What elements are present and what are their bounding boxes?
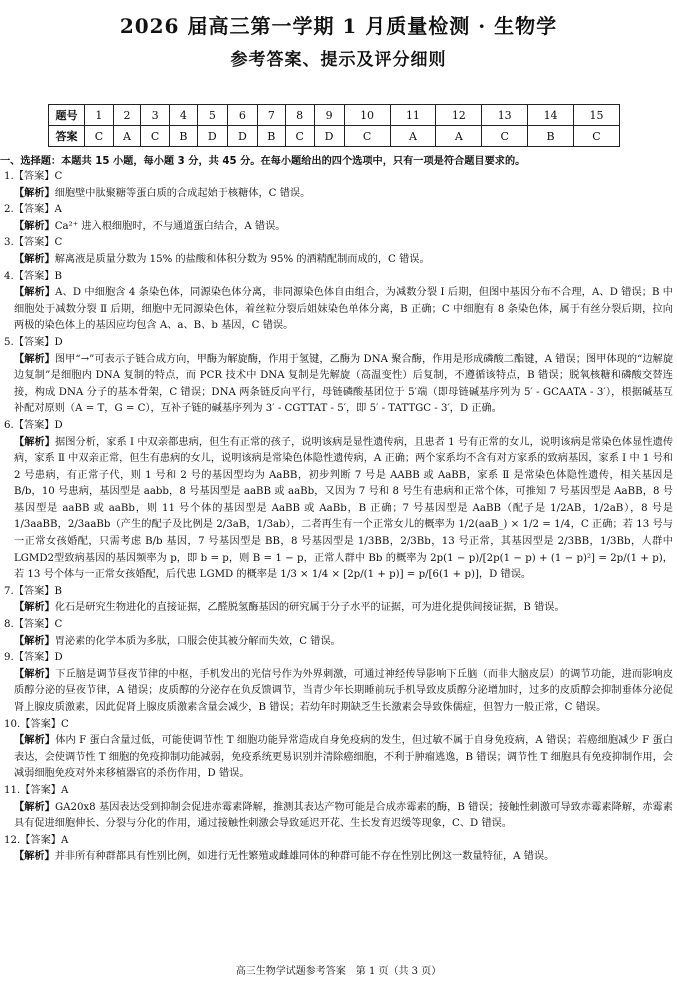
explanation-text: GA20x8 基因表达受到抑制会促进赤霉素降解，推测其表达产物可能是合成赤霉素的酶，B 错误；接触性刺激可导致赤霉素降解，赤霉素具有促进细胞伸长、分裂与分化的作用，通过接触性刺激会导致延迟开花、生长发育迟缓等现象，C、D 错误。 bbox=[14, 801, 673, 830]
explanation-text: 据图分析，家系 Ⅰ 中双亲都患病，但生有正常的孩子，说明该病是显性遗传病，且患者 1 号有正常的女儿，说明该病是常染色体显性遗传病，家系 Ⅱ 中双亲正常，但生有患病的女儿，说明该病是常染色体隐性遗传病，A 正确；两个家系均不含有对方家系的致病基因，家系 Ⅰ 中 1 号和 2 号患病，有正常子代，则 1 号和 2 号的基因型均为 AaBB，初步判断 7 号是 AABB 或 AaBB，家系 Ⅱ 是常染色体隐性遗传，相关基因是 B/b，10 号患病，基因型是 aabb，8 号基因型是 aaBB 或 aaBb，又因为 7 号和 8 号生有患病和正常个体，可推知 7 号基因型是 AaBB，8 号基因型是 aaBB 或 aaBb，则 11 号个体的基因型是 AaBB 或 AaBb，B 正确；7 号基因型是 AaBB（配子是 1/2AB，1/2aB），8 号是 1/3aaBB，2/3aaBb（产生的配子及比例是 2/3aB，1/3ab），二者再生有一个正常女儿的概率为 1/2(aaB_) × 1/2 = 1/4，C 正确；若 13 号与一正常女孩婚配，只需考虑 B/b 基因，7 号基因型是 BB，8 号基因型是 1/3BB，2/3Bb，13 号正常，其基因型是 2/3BB，1/3Bb，人群中 LGMD2型致病基因的基因频率为 p，即 b = p，则 B = 1 − p，正常人群中 Bb 的概率为 2p(1 − p)/[2p(1 − p) + (1 − p)²] = 2p/(1 + p)，若 13 号个体与一正常女孩婚配，后代患 LGMD 的概率是 1/3 × 1/4 × [2p/(1 + p)] = p/[6(1 + p)]，D 错误。 bbox=[14, 436, 674, 581]
answer-line: 1.【答案】C bbox=[4, 171, 63, 182]
explanation-tag: 【解析】 bbox=[14, 735, 56, 747]
explanation-tag: 【解析】 bbox=[14, 253, 55, 265]
answer-cell: C bbox=[85, 126, 114, 147]
answer-cell: B bbox=[170, 126, 198, 147]
question-number: 15 bbox=[574, 105, 620, 126]
explanation-text: 解离液是质量分数为 15% 的盐酸和体积分数为 95% 的酒精配制而成的，C 错误。 bbox=[54, 253, 430, 265]
explanation-tag: 【解析】 bbox=[14, 287, 56, 299]
explanation-text: Ca²⁺ 进入根细胞时，不与通道蛋白结合，A 错误。 bbox=[54, 220, 286, 232]
question-number-row bbox=[49, 105, 620, 126]
explanation-tag: 【解析】 bbox=[14, 851, 55, 863]
answer-cell: B bbox=[257, 126, 285, 147]
answer-line: 2.【答案】A bbox=[4, 204, 62, 216]
answer-line: 11.【答案】A bbox=[4, 784, 69, 796]
explanation bbox=[0, 285, 677, 335]
explanation-text: 并非所有种群都具有性别比例，如进行无性繁殖或雌雄同体的种群可能不存在性别比例这一数量特征，A 错误。 bbox=[54, 851, 555, 863]
question-number: 10 bbox=[344, 105, 390, 126]
question-number: 7 bbox=[257, 105, 285, 126]
explanation-text: 下丘脑是调节昼夜节律的中枢，手机发出的光信号作为外界刺激，可通过神经传导影响下丘脑（而非大脑皮层）的调节功能，进而影响皮质醇分泌的昼夜节律，A 错误；皮质醇的分泌存在负反馈调节，当青少年长期睡前玩手机导致皮质醇分泌增加时，过多的皮质醇会抑制垂体分泌促肾上腺皮质激素，因此促肾上腺皮质激素含量会减少，B 错误；若幼年时期缺乏生长激素会导致侏儒症，但智力一般正常，C 错误。 bbox=[14, 668, 674, 713]
answer-line: 7.【答案】B bbox=[4, 585, 62, 597]
answer-line: 8.【答案】C bbox=[4, 619, 63, 631]
document-subtitle: 参考答案、提示及评分细则 bbox=[230, 50, 447, 70]
explanation bbox=[0, 219, 677, 236]
answer-cell: C bbox=[344, 126, 390, 147]
explanation bbox=[0, 634, 677, 651]
explanation bbox=[0, 186, 677, 203]
answer-line: 12.【答案】A bbox=[4, 834, 69, 846]
explanation-text: A、D 中细胞含 4 条染色体，同源染色体分离，非同源染色体自由组合，为减数分裂 Ⅰ 后期，但图中基因分布不合理，A、D 错误；B 中细胞处于减数分裂 Ⅱ 后期，细胞中无同源染色体，着丝粒分裂后姐妹染色单体分离，B 正确；C 中细胞有 8 条染色体，属于有丝分裂后期，拉向两极的染色体上的基因应均包含 A、a、B、b 基因，C 错误。 bbox=[14, 287, 673, 332]
document-title: 2026 届高三第一学期 1 月质量检测 · 生物学 bbox=[119, 14, 558, 38]
question-number: 5 bbox=[197, 105, 227, 126]
answer-row bbox=[49, 126, 620, 147]
explanation bbox=[0, 667, 677, 717]
answer-line: 9.【答案】D bbox=[4, 652, 63, 664]
explanation-text: 胃泌素的化学本质为多肽，口服会使其被分解而失效，C 错误。 bbox=[54, 635, 341, 647]
answer-cell: C bbox=[141, 126, 170, 147]
answer-line: 4.【答案】B bbox=[4, 270, 62, 282]
question-number: 8 bbox=[285, 105, 314, 126]
question-number: 12 bbox=[436, 105, 482, 126]
answer-cell: C bbox=[574, 126, 620, 147]
explanation-tag: 【解析】 bbox=[14, 602, 55, 614]
explanation bbox=[0, 352, 677, 418]
question-number: 2 bbox=[113, 105, 140, 126]
explanation-text: 化石是研究生物进化的直接证据，乙醛脱氢酶基因的研究属于分子水平的证据，可为进化提供间接证据，B 错误。 bbox=[54, 602, 565, 614]
explanation bbox=[0, 435, 677, 584]
question-number: 9 bbox=[314, 105, 344, 126]
explanation-tag: 【解析】 bbox=[14, 187, 55, 199]
explanation-tag: 【解析】 bbox=[14, 635, 55, 647]
explanation-tag: 【解析】 bbox=[14, 801, 55, 813]
question-number-label: 题号 bbox=[49, 105, 85, 126]
answer-cell: D bbox=[314, 126, 344, 147]
answer-cell: D bbox=[197, 126, 227, 147]
answer-label: 答案 bbox=[49, 126, 85, 147]
question-number: 14 bbox=[528, 105, 574, 126]
explanation bbox=[0, 252, 677, 269]
explanation bbox=[0, 600, 677, 617]
question-number: 11 bbox=[390, 105, 436, 126]
question-number: 4 bbox=[170, 105, 198, 126]
question-number: 1 bbox=[85, 105, 114, 126]
answer-cell: A bbox=[113, 126, 140, 147]
answer-cell: A bbox=[390, 126, 436, 147]
answer-cell: C bbox=[482, 126, 528, 147]
answer-table bbox=[48, 104, 620, 147]
solutions-list bbox=[0, 169, 677, 866]
explanation bbox=[0, 849, 677, 866]
answer-cell: B bbox=[528, 126, 574, 147]
explanation-text: 细胞壁中肽聚糖等蛋白质的合成起始于核糖体，C 错误。 bbox=[54, 187, 311, 199]
answer-line: 5.【答案】D bbox=[4, 336, 63, 348]
explanation-tag: 【解析】 bbox=[14, 436, 55, 448]
explanation-text: 体内 F 蛋白含量过低，可能使调节性 T 细胞功能异常造成自身免疫病的发生，但过敏不属于自身免疫病，A 错误；若癌细胞减少 F 蛋白表达，会使调节性 T 细胞的免疫抑制功能减弱，免疫系统更易识别并清除癌细胞，不利于肿瘤逃逸，B 错误；调节性 T 细胞具有免疫抑制作用，会减弱细胞免疫对外来移植器官的杀伤作用，D 错误。 bbox=[14, 735, 674, 780]
explanation bbox=[0, 800, 677, 833]
explanation-tag: 【解析】 bbox=[14, 668, 56, 680]
answer-line: 3.【答案】C bbox=[4, 237, 63, 249]
answer-cell: A bbox=[436, 126, 482, 147]
answer-line: 6.【答案】D bbox=[4, 419, 63, 431]
explanation-tag: 【解析】 bbox=[14, 353, 55, 365]
explanation bbox=[0, 733, 677, 783]
explanation-tag: 【解析】 bbox=[14, 220, 55, 232]
question-number: 6 bbox=[227, 105, 257, 126]
answer-cell: C bbox=[285, 126, 314, 147]
answer-cell: D bbox=[227, 126, 257, 147]
answer-line: 10.【答案】C bbox=[4, 718, 69, 730]
question-number: 13 bbox=[482, 105, 528, 126]
page-footer: 高三生物学试题参考答案 第 1 页（共 3 页） bbox=[235, 966, 442, 977]
section-heading: 一、选择题：本题共 15 小题，每小题 3 分，共 45 分。在每小题给出的四个选项中，只有一项是符合题目要求的。 bbox=[0, 156, 526, 167]
explanation-text: 图甲“→”可表示子链合成方向，甲酶为解旋酶，作用于氢键，乙酶为 DNA 聚合酶，作用是形成磷酸二酯键，A 错误；图甲体现的“边解旋边复制”是细胞内 DNA 复制的特点，而 PCR 技术中 DNA 复制是先解旋（高温变性）后复制，不遵循该特点，B 错误；脱氧核糖和磷酸交替连接，构成 DNA 分子的基本骨架，C 错误；DNA 两条链反向平行，母链磷酸基团位于 5′端（即母链碱基序列为 5′ - GCAATA - 3′），根据碱基互补配对原则（A = T，G = C），互补子链的碱基序列为 3′ - CGTTAT - 5′，即 5′ - TATTGC - 3′，D 正确。 bbox=[14, 353, 674, 415]
question-number: 3 bbox=[141, 105, 170, 126]
